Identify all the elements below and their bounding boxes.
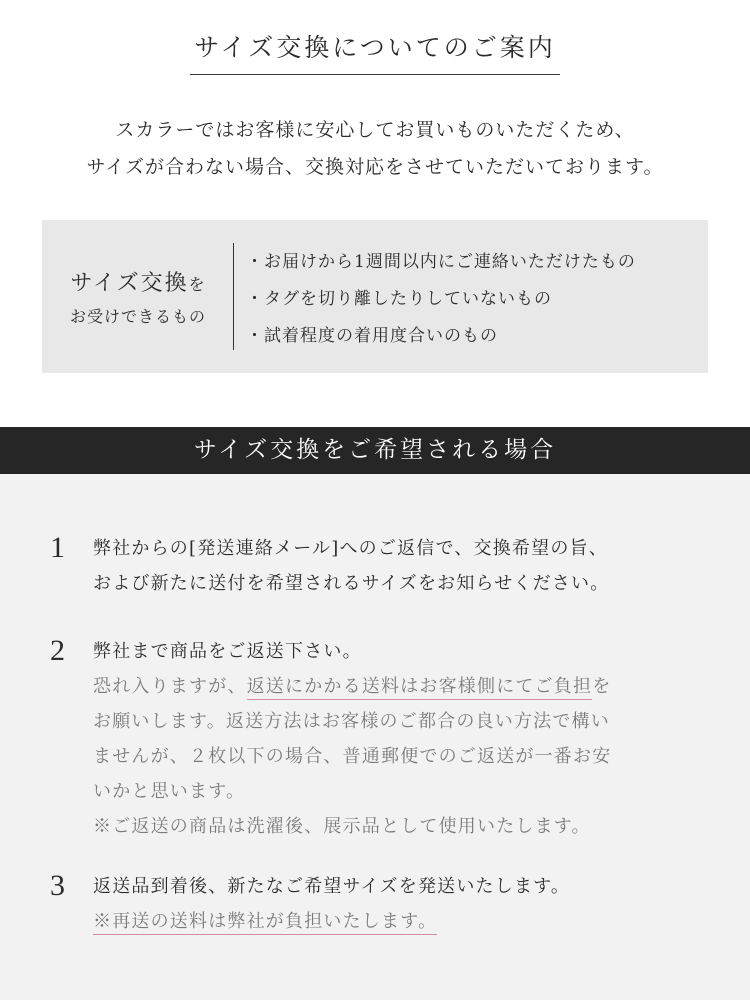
condition-item: ・試着程度の着用度合いのもの bbox=[246, 326, 498, 346]
note-line: お願いします。返送方法はお客様のご都合の良い方法で構い bbox=[93, 711, 610, 732]
note-text: を bbox=[592, 676, 612, 697]
step-text bbox=[93, 869, 733, 904]
step-text bbox=[93, 531, 733, 601]
note-line bbox=[93, 904, 733, 939]
exchange-conditions-box bbox=[42, 220, 708, 373]
step-line: 返送品到着後、新たなご希望サイズを発送いたします。 bbox=[93, 876, 571, 897]
conditions-heading-sub: お受けできるもの bbox=[69, 307, 206, 326]
intro-text bbox=[0, 112, 750, 186]
conditions-divider bbox=[233, 243, 234, 350]
page-title: サイズ交換についてのご案内 bbox=[190, 28, 560, 75]
step-line: 弊社まで商品をご返送下さい。 bbox=[93, 641, 362, 662]
step-number: 2 bbox=[50, 634, 65, 667]
conditions-heading-particle: を bbox=[188, 275, 206, 294]
condition-item: ・タグを切り離したりしていないもの bbox=[246, 289, 552, 309]
conditions-heading-text: サイズ交換 bbox=[70, 271, 189, 296]
step-note bbox=[93, 904, 733, 939]
conditions-heading bbox=[42, 220, 234, 373]
shipping-cost-highlight: 返送にかかる送料はお客様側にてご負担 bbox=[247, 676, 593, 700]
step-note bbox=[93, 669, 733, 844]
step-line: および新たに送付を希望されるサイズをお知らせください。 bbox=[93, 573, 610, 594]
note-line: いかと思います。 bbox=[93, 781, 246, 802]
note-line: ※ご返送の商品は洗濯後、展示品として使用いたします。 bbox=[93, 816, 591, 837]
note-line bbox=[93, 669, 733, 704]
step-number: 1 bbox=[50, 531, 65, 564]
step-number: 3 bbox=[50, 869, 65, 902]
condition-item: ・お届けから1週間以内にご連絡いただけたもの bbox=[246, 252, 636, 272]
note-line: ませんが、２枚以下の場合、普通郵便でのご返送が一番お安 bbox=[93, 746, 612, 767]
note-text: 恐れ入りますが、 bbox=[93, 676, 247, 697]
section-banner: サイズ交換をご希望される場合 bbox=[0, 427, 750, 474]
intro-line-1: スカラーではお客様に安心してお買いものいただくため、 bbox=[115, 119, 635, 141]
step-line: 弊社からの[発送連絡メール]へのご返信で、交換希望の旨、 bbox=[93, 538, 608, 559]
page-header bbox=[0, 28, 750, 75]
conditions-list bbox=[246, 244, 706, 355]
conditions-heading-main bbox=[42, 266, 234, 297]
reshipping-cost-highlight: ※再送の送料は弊社が負担いたします。 bbox=[93, 911, 437, 935]
step-text bbox=[93, 634, 733, 669]
intro-line-2: サイズが合わない場合、交換対応をさせていただいております。 bbox=[86, 156, 664, 178]
